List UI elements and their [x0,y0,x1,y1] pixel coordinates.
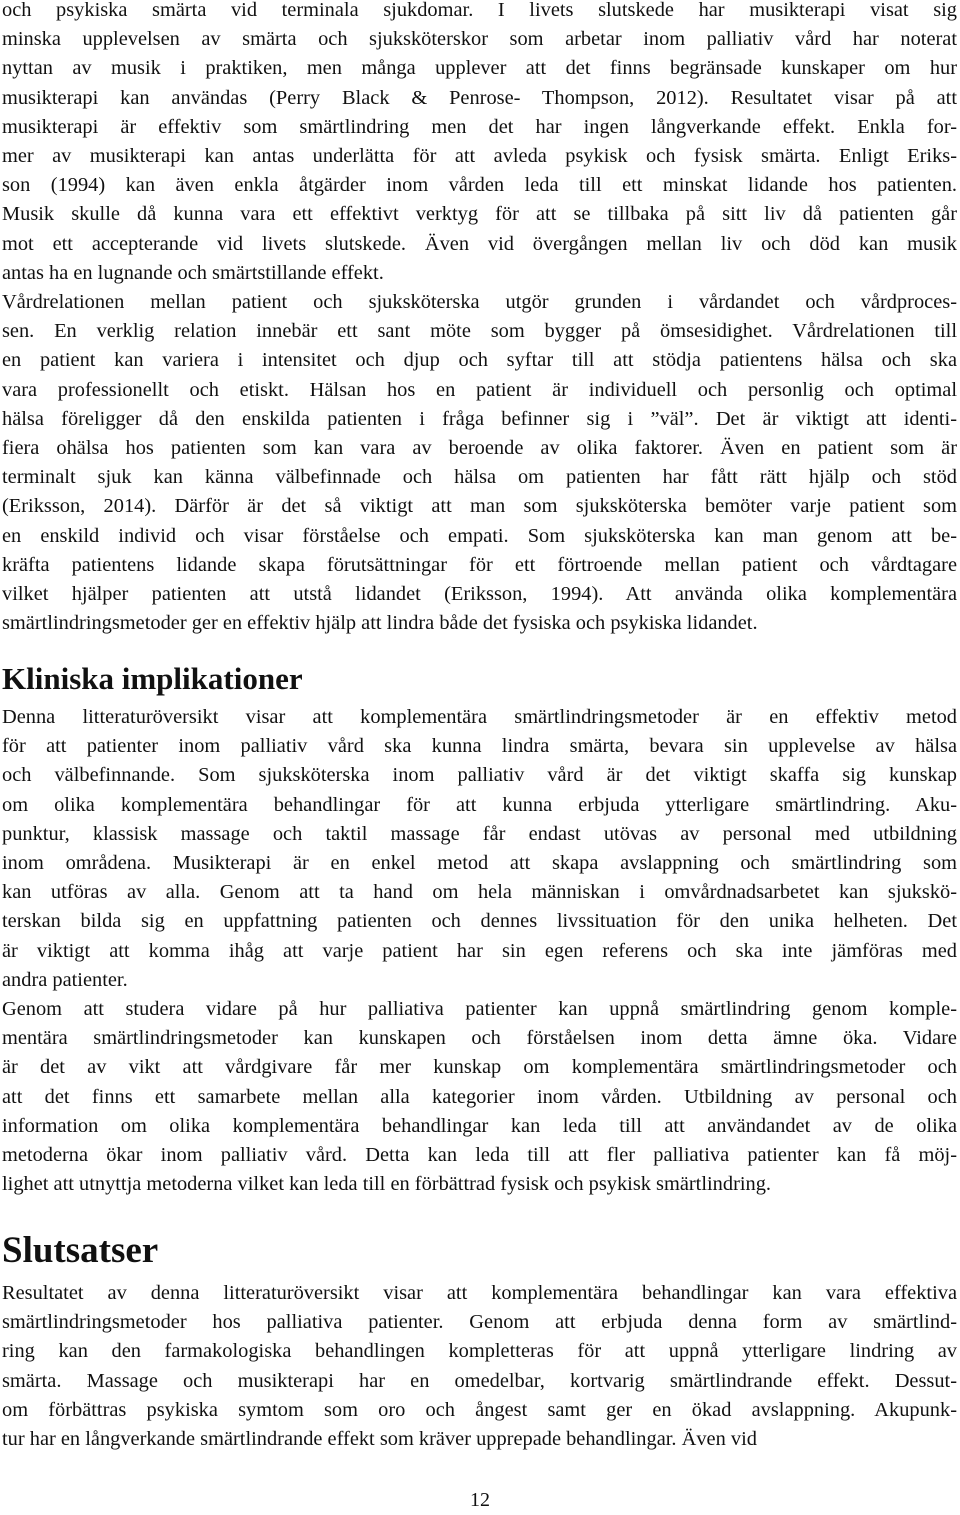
heading-kliniska-implikationer: Kliniska implikationer [2,661,303,696]
text-line: smärtlindringsmetoder ger en effektiv hjälp att lindra både det fysiska och psykiska lidandet. [2,612,758,635]
text-line: (Eriksson, 2014). Därför är det så viktigt att man som sjuksköterska bemöter varje patient som [2,495,957,518]
page-number: 12 [470,1489,490,1511]
text-line: tur har en långverkande smärtlindrande effekt som kräver upprepade behandlingar. Även vid [2,1427,757,1450]
text-line: musikterapi kan användas (Perry Black & Penrose- Thompson, 2012). Resultatet visar på att [2,86,957,109]
heading-slutsatser: Slutsatser [2,1230,159,1271]
text-line: son (1994) kan även enkla åtgärder inom vården leda till ett minskat lidande hos patienten. [2,174,957,197]
text-line: Musik skulle då kunna vara ett effektivt verktyg för att se tillbaka på sitt liv då patienten går [2,203,957,226]
text-line: punktur, klassisk massage och taktil massage får endast utövas av personal med utbildning [2,822,957,845]
text-line: vara professionellt och etiskt. Hälsan hos en patient är individuell och personlig och optimal [2,378,957,401]
text-line: ring kan den farmakologiska behandlingen kompletteras för att uppnå ytterligare lindring av [2,1340,957,1363]
text-line: antas ha en lugnande och smärtstillande effekt. [2,261,384,284]
text-line: mentära smärtlindringsmetoder kan kunskapen och förståelsen inom detta ämne öka. Vidare [2,1027,957,1050]
text-line: Resultatet av denna litteraturöversikt visar att komplementära behandlingar kan vara effektiva [2,1282,957,1304]
text-line: sen. En verklig relation innebär ett sant möte som bygger på ömsesidighet. Vårdrelationen till [2,320,957,343]
text-line: terminalt sjuk kan känna välbefinnade och hälsa om patienten har fått rätt hjälp och stöd [2,466,957,489]
text-line: mot ett accepterande vid livets slutskede. Även vid övergången mellan liv och död kan musik [2,232,957,255]
text-line: och psykiska smärta vid terminala sjukdomar. I livets slutskede har musikterapi visat sig [2,0,957,21]
text-line: om förbättras psykiska symtom som oro och ångest samt ger en ökad avslappning. Akupunk- [2,1398,957,1421]
paragraph-clinical-implications [2,703,957,995]
text-line: musikterapi är effektiv som smärtlindring men det har ingen långverkande effekt. Enkla for- [2,115,957,138]
text-line: fiera ohälsa hos patienten som kan vara av beroende av olika faktorer. Även en patient som är [2,436,957,459]
text-line: andra patienter. [2,968,128,991]
paragraph-music-therapy [2,0,957,288]
text-line: metoderna ökar inom palliativ vård. Detta kan leda till att fler palliativa patienter kan få möj- [2,1143,957,1166]
text-line: information om olika komplementära behandlingar kan leda till att användandet av de olika [2,1114,957,1137]
text-line: en enskild individ och visar förståelse och empati. Som sjuksköterska kan man genom att be- [2,524,957,547]
text-line: smärtlindringsmetoder hos palliativa patienter. Genom att erbjuda denna form av smärtlind- [2,1311,957,1334]
text-line: nyttan av musik i praktiken, men många upplever att det finns begränsade kunskaper om hur [2,57,957,80]
text-line: är det av vikt att vårdgivare får mer kunskap om komplementära smärtlindringsmetoder och [2,1056,957,1079]
text-line: kan utföras av alla. Genom att ta hand om hela människan i omvårdnadsarbetet kan sjukskö- [2,881,957,904]
text-line: och välbefinnande. Som sjuksköterska inom palliativ vård är det viktigt skaffa sig kunskap [2,764,957,787]
text-line: hälsa föreligger då den enskilda patienten i fråga befinner sig i ”väl”. Det är viktigt att identi- [2,407,957,430]
text-line: inom områdena. Musikterapi är en enkel metod att skapa avslappning och smärtlindring som [2,851,957,874]
text-line: minska upplevelsen av smärta och sjuksköterskor som arbetar inom palliativ vård har noterat [2,28,957,51]
text-line: mer av musikterapi kan antas underlätta för att avleda psykisk och fysisk smärta. Enligt Eriks- [2,144,957,167]
paragraph-care-relationship [2,288,957,638]
text-line: Denna litteraturöversikt visar att komplementära smärtlindringsmetoder är en effektiv metod [2,706,957,728]
text-line: kräfta patientens lidande skapa förutsättningar för ett förtroende mellan patient och vårdtagare [2,553,957,576]
text-line: om olika komplementära behandlingar för att kunna erbjuda ytterligare smärtlindring. Aku- [2,793,957,816]
text-line: Genom att studera vidare på hur palliativa patienter kan uppnå smärtlindring genom komple- [2,998,957,1020]
text-line: att det finns ett samarbete mellan alla kategorier inom vården. Utbildning av personal och [2,1085,957,1108]
text-line: är viktigt att komma ihåg att varje patient har sin egen referens och ska inte jämföras med [2,939,957,962]
text-line: vilket hjälper patienten att utstå lidandet (Eriksson, 1994). Att använda olika komplementära [2,582,957,605]
paragraph-further-study [2,995,957,1199]
text-line: Vårdrelationen mellan patient och sjuksköterska utgör grunden i vårdandet och vårdproces- [2,291,957,313]
text-line: för att patienter inom palliativ vård ska kunna lindra smärta, bevara sin upplevelse av hälsa [2,735,957,758]
text-line: en patient kan variera i intensitet och djup och syftar till att stödja patientens hälsa och ska [2,349,957,372]
text-line: lighet att utnyttja metoderna vilket kan leda till en förbättrad fysisk och psykisk smärtlindring. [2,1173,772,1196]
text-line: smärta. Massage och musikterapi har en omedelbar, kortvarig smärtlindrande effekt. Dessut- [2,1369,957,1392]
paragraph-conclusions [2,1279,957,1454]
text-line: terskan bilda sig en uppfattning patienten och dennes livssituation för den unika helheten. Det [2,910,957,933]
